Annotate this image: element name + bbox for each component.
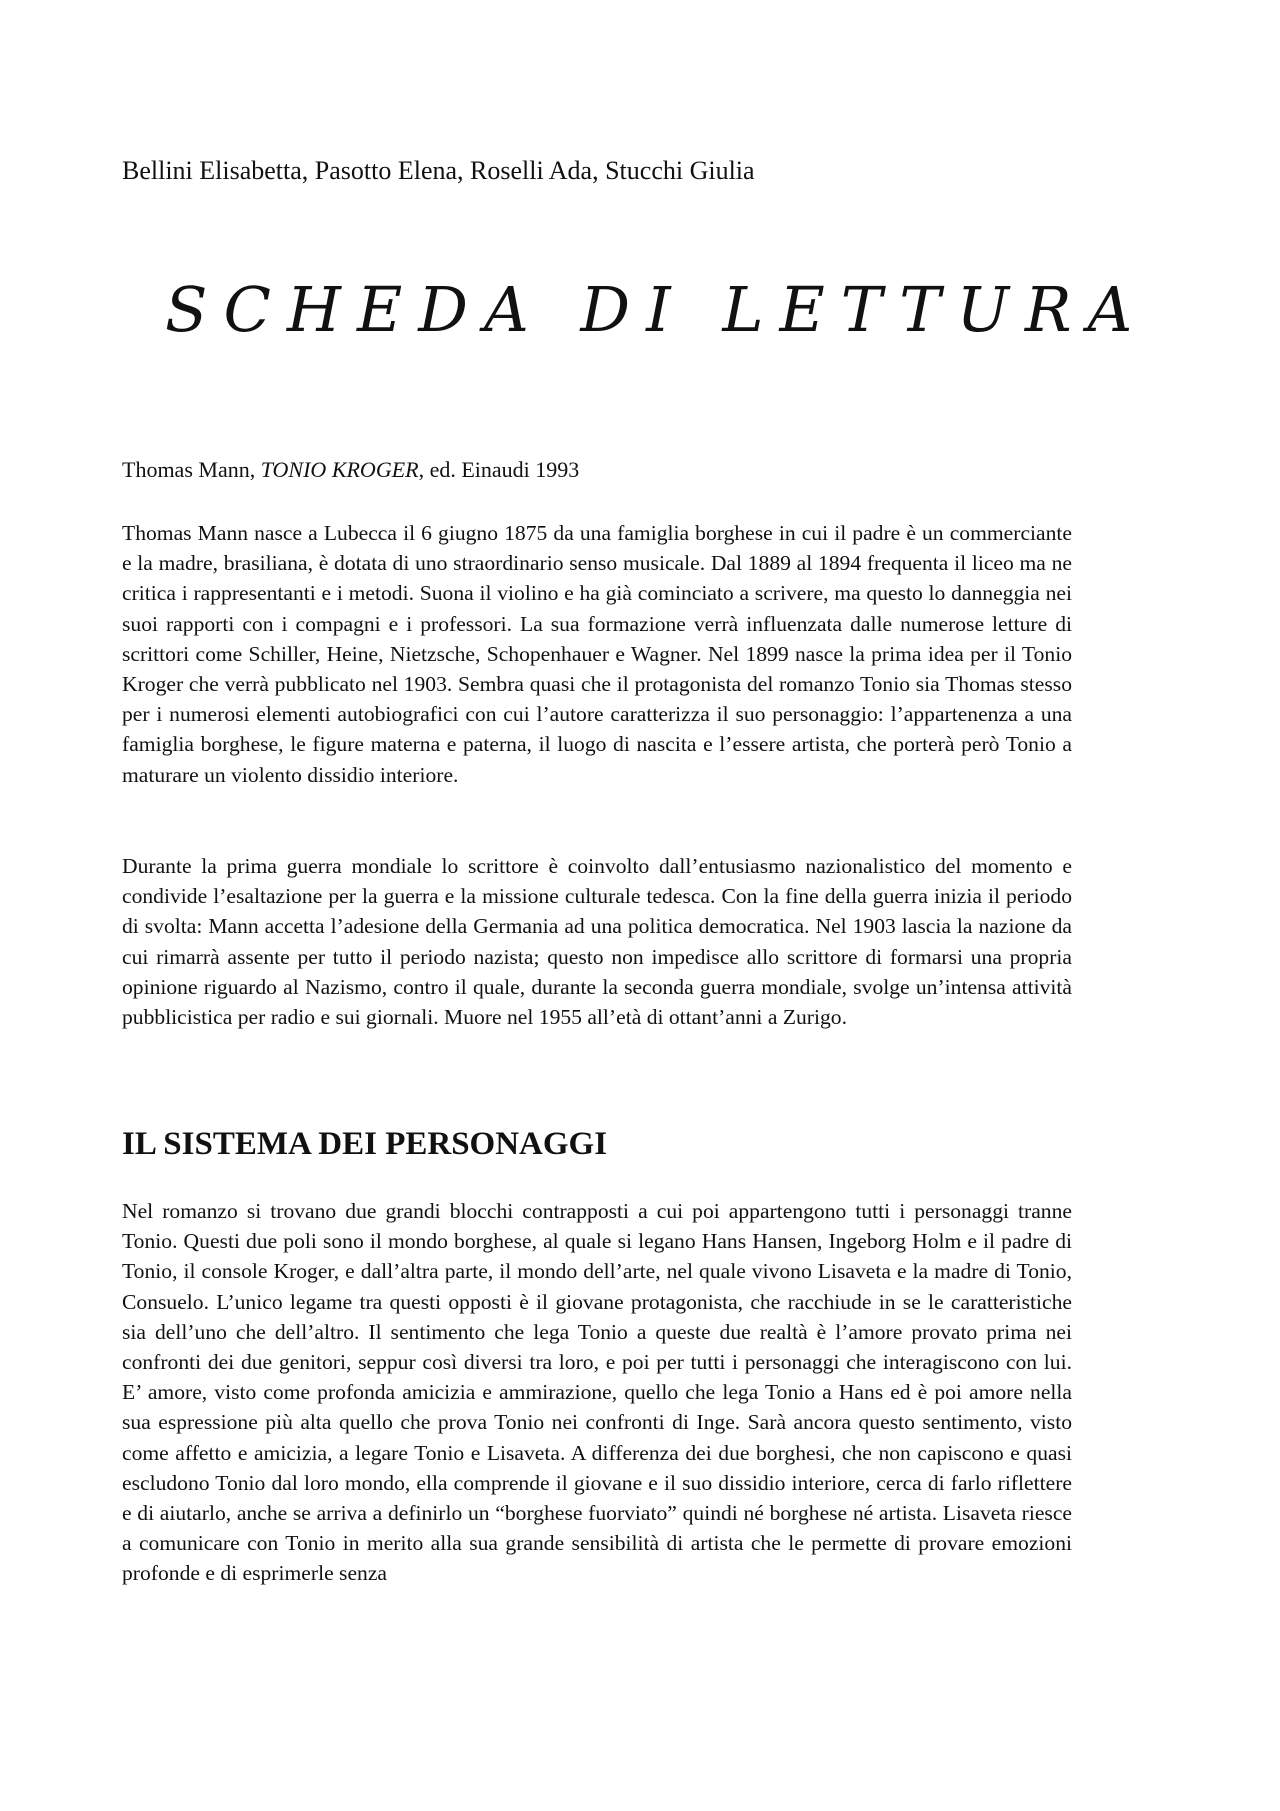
section-paragraph: Nel romanzo si trovano due grandi blocchi contrapposti a cui poi appartengono tutti i personaggi tranne Tonio. Questi due poli sono il mondo borghese, al quale si legano Hans Hansen, Ingeborg Holm e il padre di Tonio, il console Kroger, e dall’altra parte, il mondo dell’arte, nel quale vivono Lisaveta e la madre di Tonio, Consuelo. L’unico legame tra questi opposti è il giovane protagonista, che racchiude in se le caratteristiche sia dell’uno che dell’altro. Il sentimento che lega Tonio a queste due realtà è l’amore provato prima nei confronti dei due genitori, seppur così diversi tra loro, e poi per tutti i personaggi che interagiscono con lui. E’ amore, visto come profonda amicizia e ammirazione, quello che lega Tonio a Hans ed è poi amore nella sua espressione più alta quello che prova Tonio nei confronti di Inge. Sarà ancora questo sentimento, visto come affetto e amicizia, a legare Tonio e Lisaveta. A differenza dei due borghesi, che non capiscono e quasi escludono Tonio dal loro mondo, ella comprende il giovane e il suo dissidio interiore, cerca di farlo riflettere e di aiutarlo, anche se arriva a definirlo un “borghese fuorviato” quindi né borghese né artista. Lisaveta riesce a comunicare con Tonio in merito alla sua grande sensibilità di artista che le permette di provare emozioni profonde e di esprimerle senza xyxy=(122,1199,1072,1586)
authors-line: Bellini Elisabetta, Pasotto Elena, Roselli Ada, Stucchi Giulia xyxy=(122,156,755,185)
book-edition: , ed. Einaudi 1993 xyxy=(418,457,580,482)
book-author: Thomas Mann, xyxy=(122,457,261,482)
section-heading: IL SISTEMA DEI PERSONAGGI xyxy=(122,1126,608,1162)
book-title: TONIO KROGER xyxy=(260,457,419,482)
book-reference xyxy=(122,455,579,485)
page-title: SCHEDA DI LETTURA xyxy=(165,273,1149,346)
biography-paragraph-1: Thomas Mann nasce a Lubecca il 6 giugno 1875 da una famiglia borghese in cui il padre è un commerciante e la madre, brasiliana, è dotata di uno straordinario senso musicale. Dal 1889 al 1894 frequenta il liceo ma ne critica i rappresentanti e i metodi. Suona il violino e ha già cominciato a scrivere, ma questo lo danneggia nei suoi rapporti con i compagni e i professori. La sua formazione verrà influenzata dalle numerose letture di scrittori come Schiller, Heine, Nietzsche, Schopenhauer e Wagner. Nel 1899 nasce la prima idea per il Tonio Kroger che verrà pubblicato nel 1903. Sembra quasi che il protagonista del romanzo Tonio sia Thomas stesso per i numerosi elementi autobiografici con cui l’autore caratterizza il suo personaggio: l’appartenenza a una famiglia borghese, le figure materna e paterna, il luogo di nascita e l’essere artista, che porterà però Tonio a maturare un violento dissidio interiore. xyxy=(122,521,1072,787)
biography-paragraph-2: Durante la prima guerra mondiale lo scrittore è coinvolto dall’entusiasmo nazionalistico del momento e condivide l’esaltazione per la guerra e la missione culturale tedesca. Con la fine della guerra inizia il periodo di svolta: Mann accetta l’adesione della Germania ad una politica democratica. Nel 1903 lascia la nazione da cui rimarrà assente per tutto il periodo nazista; questo non impedisce allo scrittore di formarsi una propria opinione riguardo al Nazismo, contro il quale, durante la seconda guerra mondiale, svolge un’intensa attività pubblicistica per radio e sui giornali. Muore nel 1955 all’età di ottant’anni a Zurigo. xyxy=(122,854,1072,1030)
